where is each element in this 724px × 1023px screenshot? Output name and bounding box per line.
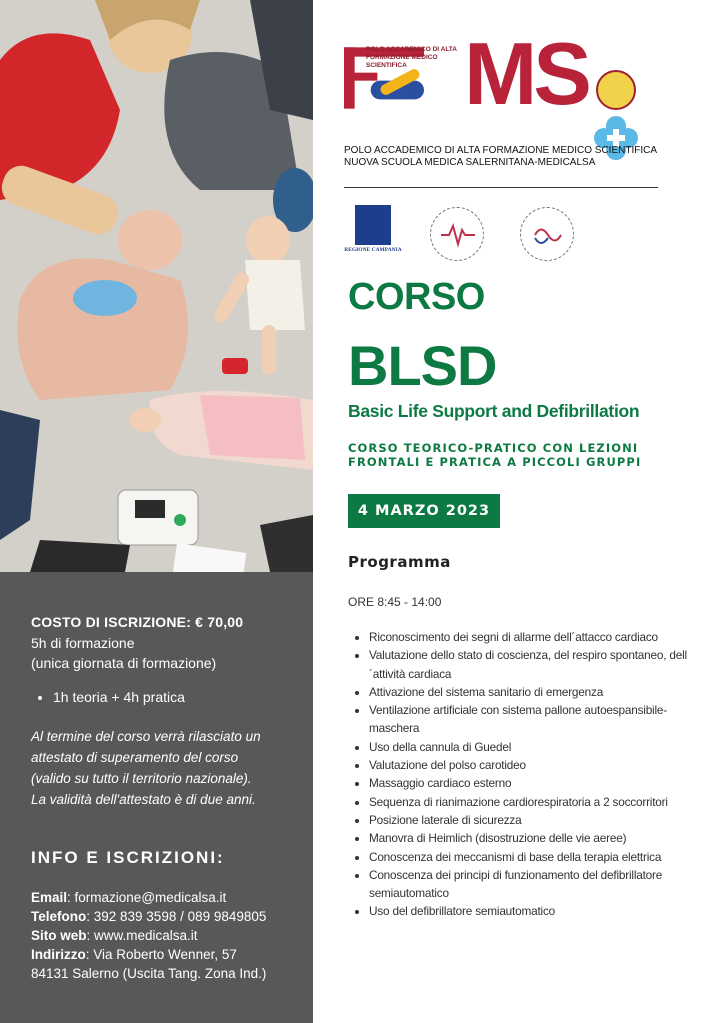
heartbeat-icon: [431, 208, 485, 262]
certificate-note: [31, 726, 291, 810]
single-day-note: (unica giornata di formazione): [31, 655, 217, 671]
logo-text-line: SCIENTIFICA: [366, 62, 407, 69]
registration-cost: COSTO DI ISCRIZIONE: € 70,00: [31, 614, 244, 630]
phone-label: Telefono: [31, 909, 87, 924]
academic-seal-icon: [596, 70, 636, 110]
list-item: • 1h teoria + 4h pratica: [53, 687, 291, 707]
scuola-medica-logo: [430, 207, 484, 261]
program-item: • Posizione laterale di sicurezza: [369, 811, 709, 829]
phone-value[interactable]: : 392 839 3598 / 089 9849805: [86, 909, 267, 924]
training-hours: 5h di formazione: [31, 635, 135, 651]
info-panel: [0, 572, 313, 1023]
program-item: • Sequenza di rianimazione cardiorespiratoria a 2 soccorritori: [369, 793, 709, 811]
address-line-2: 84131 Salerno (Uscita Tang. Zona Ind.): [31, 966, 267, 981]
divider: [344, 187, 658, 188]
program-item: • Attivazione del sistema sanitario di emergenza: [369, 683, 709, 701]
email-value[interactable]: : formazione@medicalsa.it: [67, 890, 227, 905]
phone-row[interactable]: [31, 907, 291, 926]
partner-logos: [344, 205, 644, 265]
note-line: (valido su tutto il territorio nazionale).: [31, 771, 252, 786]
region-caption: REGIONE CAMPANIA: [344, 247, 402, 253]
logo-ms-letters: MS: [464, 24, 588, 123]
course-subtitle: Basic Life Support and Defibrillation: [348, 401, 640, 421]
course-type-line: FRONTALI E PRATICA A PICCOLI GRUPPI: [348, 455, 642, 469]
logo-small-text: [366, 46, 457, 70]
info-title: INFO E ISCRIZIONI:: [31, 848, 225, 867]
note-line: La validità dell'attestato è di due anni.: [31, 792, 256, 807]
program-title: Programma: [348, 553, 451, 571]
website-value[interactable]: : www.medicalsa.it: [86, 928, 198, 943]
org-line: POLO ACCADEMICO DI ALTA FORMAZIONE MEDICO SCIENTIFICA: [344, 145, 658, 156]
course-label: CORSO: [348, 276, 485, 318]
email-row[interactable]: [31, 888, 291, 907]
org-line: NUOVA SCUOLA MEDICA SALERNITANA-MEDICALSA: [344, 157, 596, 168]
contacts-block: [31, 888, 291, 983]
program-item: • Massaggio cardiaco esterno: [369, 774, 709, 792]
email-label: Email: [31, 890, 68, 905]
professioni-sanitarie-logo: [520, 207, 574, 261]
website-label: Sito web: [31, 928, 87, 943]
organization-name: [344, 145, 657, 169]
address-value: : Via Roberto Wenner, 57: [85, 947, 237, 962]
program-item: • Manovra di Heimlich (disostruzione delle vie aeree): [369, 829, 709, 847]
program-item: • Conoscenza dei meccanismi di base della terapia elettrica: [369, 848, 709, 866]
right-column: [313, 0, 724, 1023]
cpr-training-photo: [0, 0, 313, 572]
logo-text-line: POLO ACCADEMICO DI ALTA: [366, 46, 457, 53]
cpr-photo-illustration: [0, 0, 313, 572]
program-item: • Valutazione del polso carotideo: [369, 756, 709, 774]
program-item: • Ventilazione artificiale con sistema pallone autoespansibile-maschera: [369, 701, 709, 738]
address-row: [31, 945, 291, 964]
left-column: [0, 0, 313, 1023]
note-line: Al termine del corso verrà rilasciato un: [31, 729, 261, 744]
address-label: Indirizzo: [31, 947, 86, 962]
course-name: BLSD: [348, 334, 497, 397]
fms-logo: [344, 24, 614, 124]
course-type-line: CORSO TEORICO-PRATICO CON LEZIONI: [348, 441, 639, 455]
program-item: • Uso del defibrillatore semiautomatico: [369, 902, 709, 920]
note-line: attestato di superamento del corso: [31, 750, 239, 765]
hours-breakdown-list: [53, 687, 291, 707]
logo-text-line: FORMAZIONE MEDICO: [366, 54, 438, 61]
region-shield-icon: [355, 205, 391, 245]
website-row[interactable]: [31, 926, 291, 945]
program-item: • Conoscenza dei principi di funzionamento del defibrillatore semiautomatico: [369, 866, 709, 903]
regione-campania-logo: [344, 205, 402, 263]
program-hours: ORE 8:45 - 14:00: [348, 595, 442, 609]
program-item: • Valutazione dello stato di coscienza, del respiro spontaneo, dell ´attività cardiaca: [369, 646, 709, 683]
program-item: • Uso della cannula di Guedel: [369, 738, 709, 756]
program-item: • Riconoscimento dei segni di allarme dell´attacco cardiaco: [369, 628, 709, 646]
course-date-badge: 4 MARZO 2023: [348, 494, 500, 528]
sps-monogram-icon: [521, 208, 575, 262]
course-type: [348, 441, 641, 469]
program-list: [369, 628, 709, 921]
